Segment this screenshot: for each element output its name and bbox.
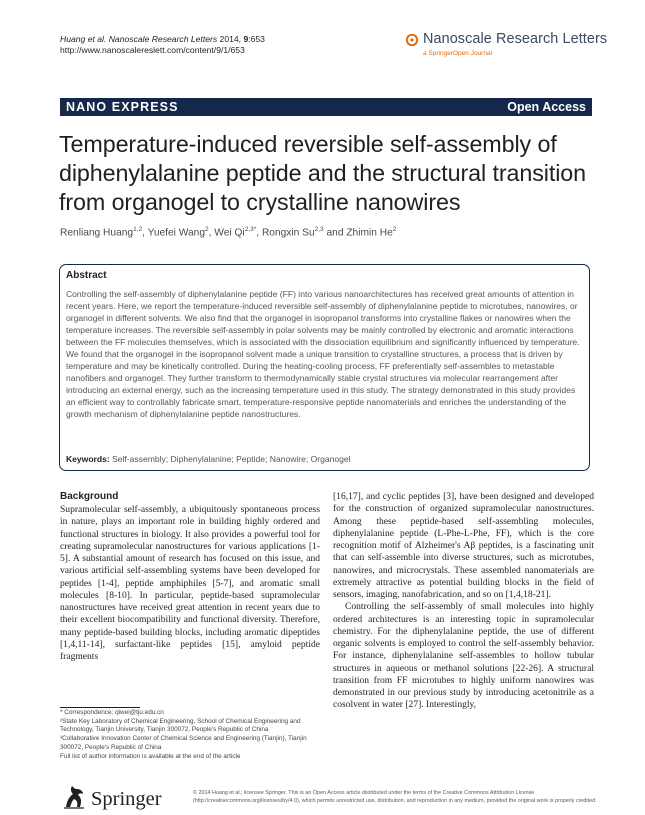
body-paragraph: Controlling the self-assembly of small molecules into highly ordered architectures is an interesting topic in supramolecular chemistry. For the diphenylalanine peptide, the use of different organic solvents is employed to control the self-assembly behavior. For instance, diphenylalanine self-assembles to hollow tubular structures in aqueous or methanol solutions [22-26]. A structural transition from FF microtubes to highly uniform nanowires was demonstrated in our previous study by introducing acetonitrile as a cosolvent in water [27]. Interestingly, (333, 601, 594, 711)
body-paragraph: [16,17], and cyclic peptides [3], have been designed and developed for the construction of organized supramolecular nanostructures. Among these peptide-based self-assembling molecules, diphenylalanine peptide (L-Phe-L-Phe, FF), which is the core recognition motif of Alzheimer's Aβ peptides, is a fascinating unit that can self-assemble into diverse structures, such as microtubes, nanowires, and microcrystals. These assembled nanomaterials are extremely attractive as potential building blocks in the field of sensors, imaging, nanofabrication, and so on [1,4,18-21]. (333, 491, 594, 600)
body-column-right (333, 491, 594, 712)
author-affiliation: 1,2 (133, 226, 143, 233)
author-separator: , (256, 227, 262, 239)
open-access-label: Open Access (507, 100, 586, 114)
author-affiliation: 2 (205, 226, 209, 233)
author-list (60, 226, 396, 238)
copyright-notice: © 2014 Huang et al.; licensee Springer. This is an Open Access article distributed under the terms of the Creative Commons Attribution License (http://creativecommons.org/licenses/by/4.0), which permits unrestricted use, distribution, and reproduction in any medium, provided the original work is properly credited. (193, 790, 597, 805)
keywords (66, 454, 586, 464)
journal-name: Nanoscale Research Letters (423, 31, 608, 47)
correspondence-note: * Correspondence: qiwei@tju.edu.cn (60, 709, 164, 716)
abstract-box (59, 264, 590, 471)
citation-line (60, 34, 265, 45)
author-name: Rongxin Su (261, 227, 315, 239)
section-banner (60, 98, 592, 116)
author-name: Yuefei Wang (147, 227, 205, 239)
journal-logo-icon (406, 34, 418, 46)
affiliation-note: ³Collaborative Innovation Center of Chemical Science and Engineering (Tianjin), Tianjin 300072, People's Republic of China (60, 735, 307, 751)
keywords-list: Self-assembly; Diphenylalanine; Peptide; Nanowire; Organogel (109, 454, 351, 464)
footnote-divider (60, 707, 140, 708)
abstract-heading: Abstract (66, 270, 107, 281)
author-name: Wei Qi (214, 227, 245, 239)
body-column-left: Supramolecular self-assembly, a ubiquitously spontaneous process in nature, plays an important role in building highly ordered and functional structures in biology. It also provides a powerful tool for creating supramolecular nanostructures for various applications [1-5]. A substantial amount of research has focused on this issue, and various artificial self-assembling systems have been developed for peptides [1-4], peptide amphiphiles [5-7], and aromatic small molecules [8-10]. In particular, peptide-based supramolecular nanostructures have received great attention in recent years due to their excellent biocompatibility and functional diversity. Therefore, many peptide-based building blocks, including aromatic dipeptides [1,4,11-14], surfactant-like peptides [15], amyloid peptide fragments (60, 504, 320, 662)
footnotes (60, 709, 320, 761)
springer-horse-icon (60, 783, 88, 811)
citation-year: 2014, (217, 34, 244, 44)
citation-url[interactable]: http://www.nanoscalereslett.com/content/9/1/653 (60, 45, 245, 55)
citation-volume: 9 (243, 34, 249, 44)
author-separator: , (208, 227, 215, 239)
author-affiliation: 2,3 (314, 226, 324, 233)
journal-tagline: a SpringerOpen Journal (423, 50, 493, 57)
article-title: Temperature-induced reversible self-assembly of diphenylalanine peptide and the structural transition from organogel to crystalline nanowires (59, 131, 587, 215)
author-affiliation: 2 (392, 226, 397, 233)
article-type: NANO EXPRESS (66, 100, 179, 114)
citation-page: :653 (248, 34, 265, 44)
author-name: Zhimin He (346, 227, 393, 239)
author-separator: , (142, 227, 148, 239)
affiliation-note: ²State Key Laboratory of Chemical Engineering, School of Chemical Engineering and Technology, Tianjin University, Tianjin 300072, People's Republic of China (60, 717, 301, 734)
author-affiliation: 2,3* (244, 226, 257, 233)
article-citation (60, 34, 265, 56)
abstract-text: Controlling the self-assembly of diphenylalanine peptide (FF) into various nanoarchitectures has received great amounts of attention in recent years. Here, we report the temperature-induced reversible self-assembly of diphenylalanine peptide to microtubes, nanowires, or organogel in different solvents. We also find that the organogel in isopropanol transforms into crystalline flakes or nanowires when the temperature increases. The reversible self-assembly in polar solvents may be mainly controlled by electronic and aromatic interactions between the FF molecules themselves, which is associated with the dissociation equilibrium and significantly influenced by temperature. We found that the organogel in the isopropanol solvent made a unique transition to crystalline structures, a process that is driven by temperature and may be kinetically controlled. During the heating-cooling process, FF preferentially self-assembles to metastable nanofibers and organogel. They further transform to thermodynamically stable crystal structures via molecular rearrangement after introducing an external energy, such as the increasing temperature used in this study. The strategy demonstrated in this study provides an efficient way to controllably fabricate smart, temperature-responsive peptide nanomaterials and enriches the understanding of the growth mechanism of diphenylalanine peptide nanostructures. (66, 289, 580, 420)
author-separator: and (323, 227, 347, 239)
author-name: Renliang Huang (60, 227, 134, 239)
citation-journal: Huang et al. Nanoscale Research Letters (60, 34, 218, 44)
author-info-note: Full list of author information is available at the end of the article (60, 752, 241, 760)
keywords-label: Keywords: (66, 454, 110, 464)
section-heading: Background (60, 491, 119, 502)
publisher-name: Springer (91, 788, 162, 810)
